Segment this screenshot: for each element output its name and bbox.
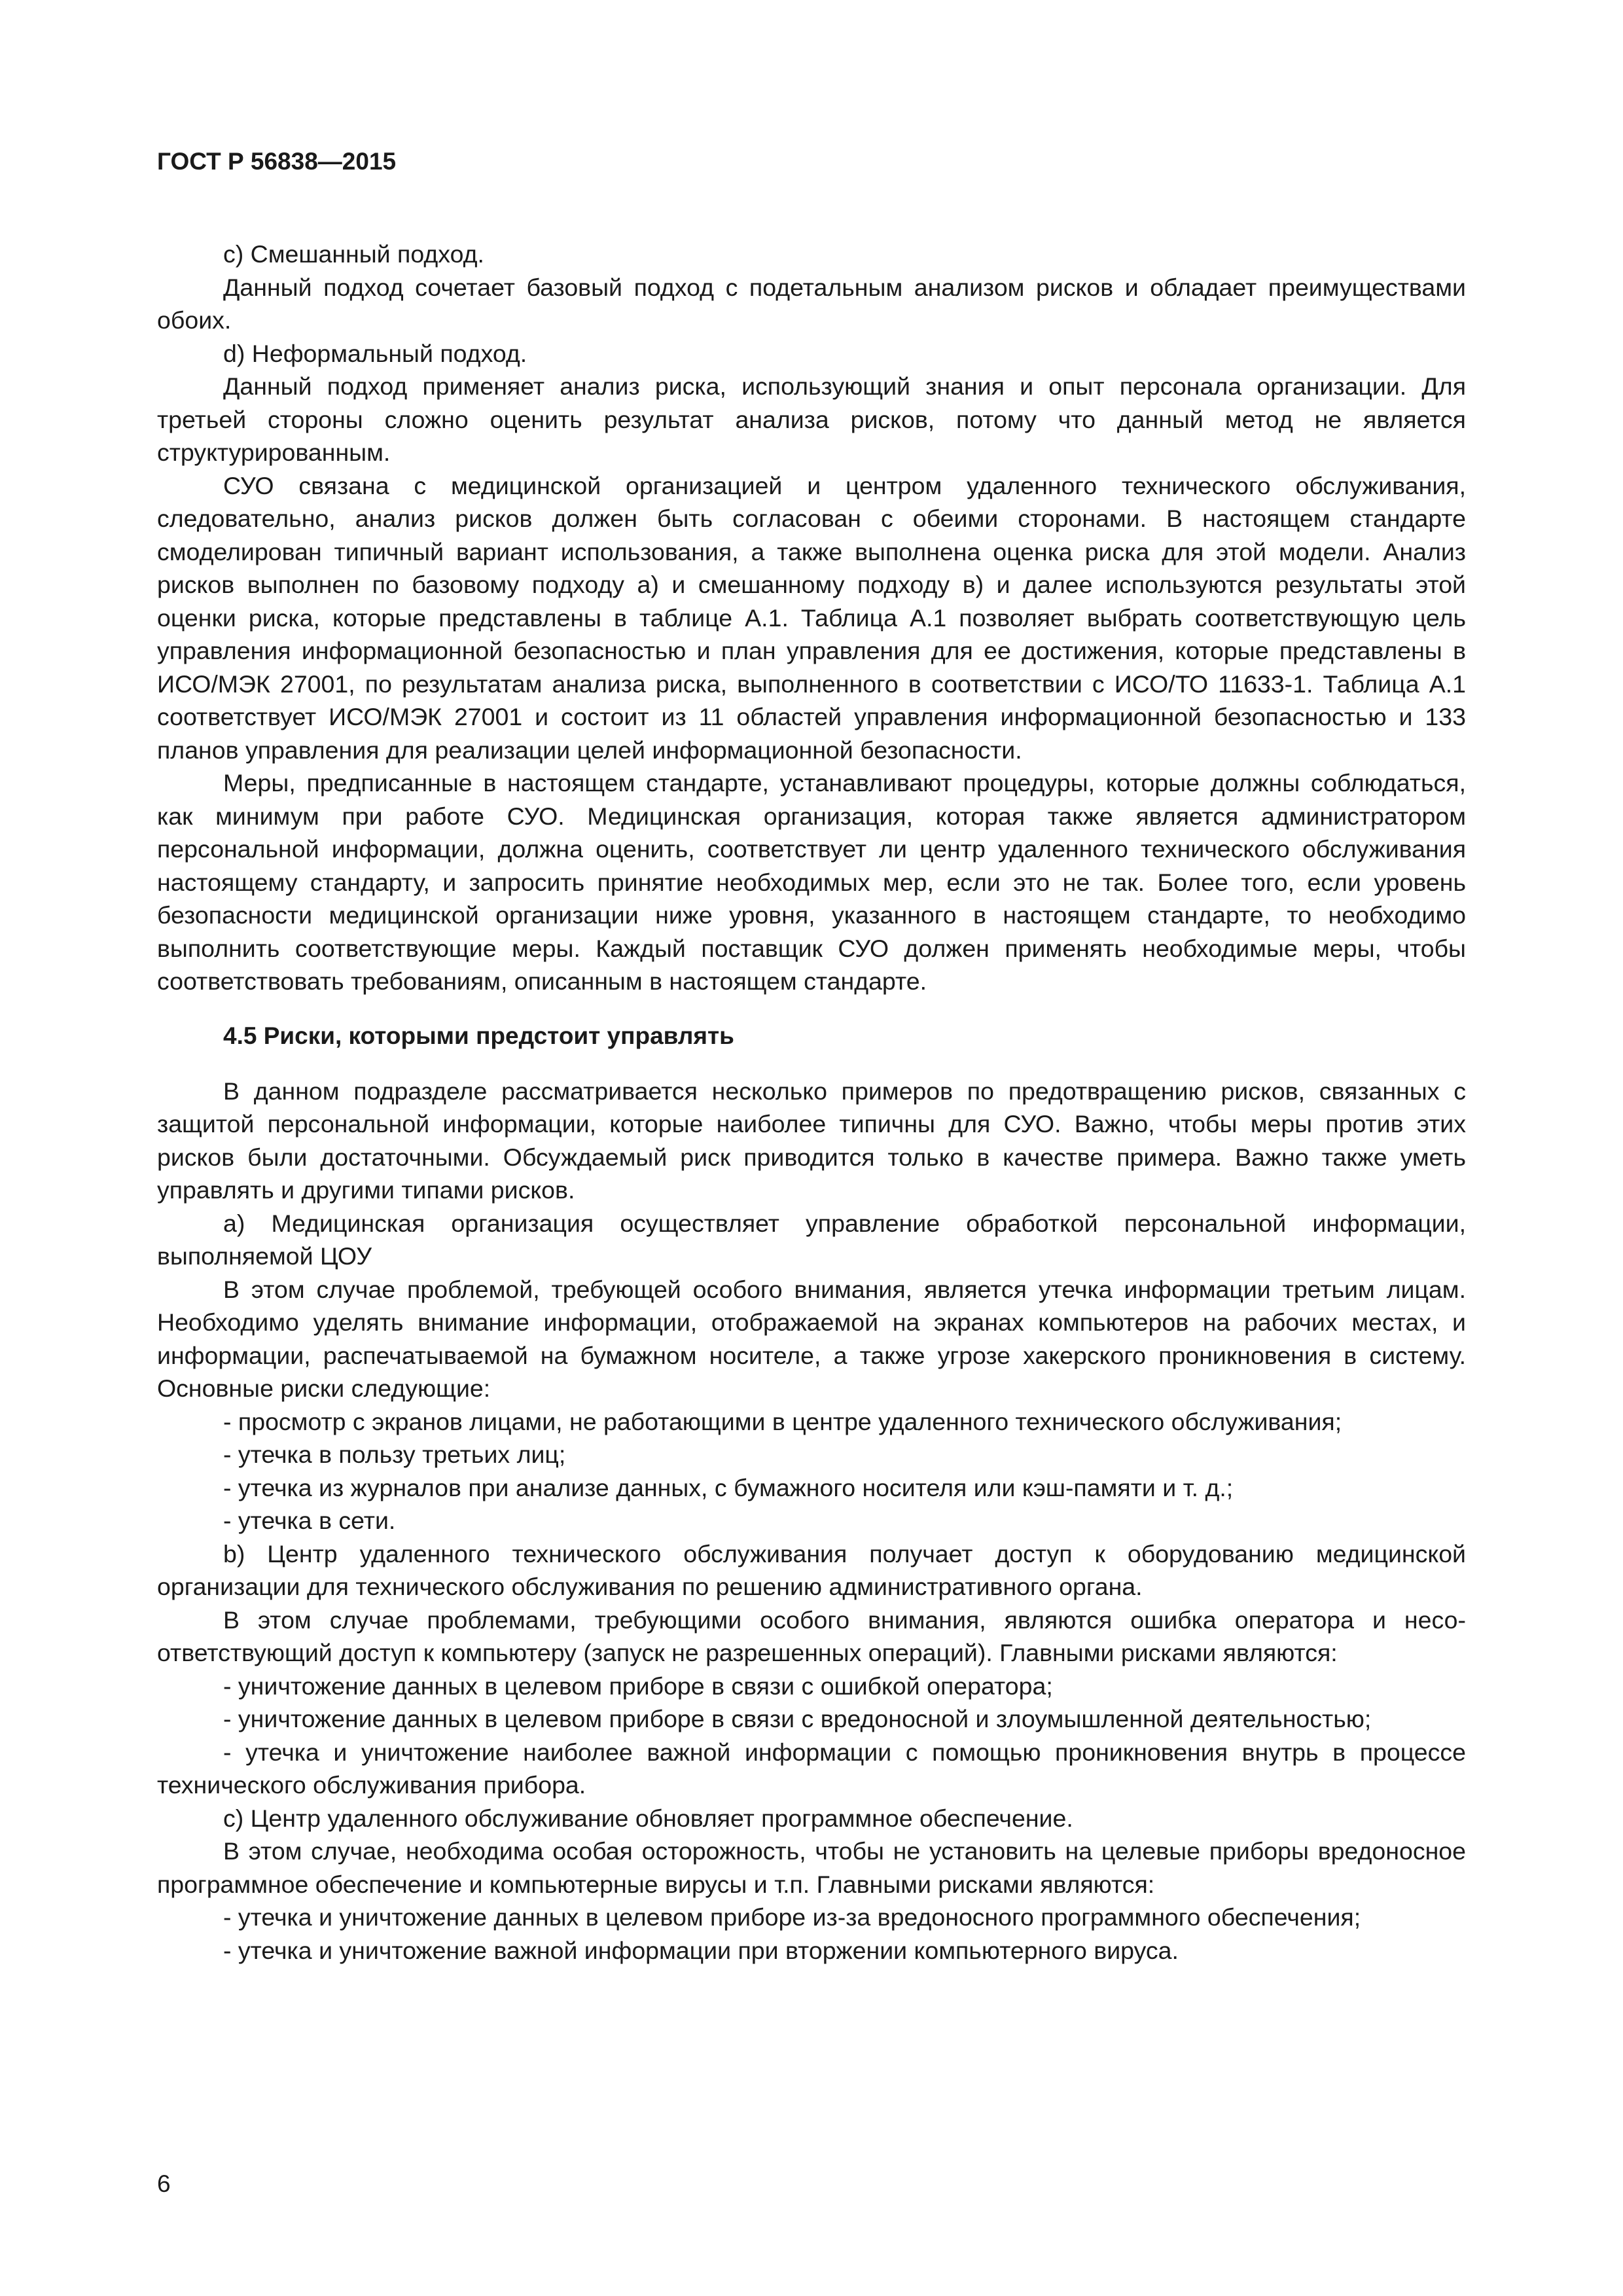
paragraph: В этом случае проблемой, требующей особого внимания, является утечка информации третьим лицам. Необходимо уделять внимание информации, отображаемой на экранах компьютеров на рабочих местах, и информации, распечатываемой на бумажном носителе, а также угрозе хакерского проникновения в систему. Основные риски следующие: — [157, 1275, 1466, 1402]
paragraph: Данный подход применяет анализ риска, использующий знания и опыт персонала организации. Для третьей стороны сложно оценить результат анализа рисков, потому что данный метод не является структурированным. — [157, 372, 1466, 466]
top-paragraphs — [157, 238, 1466, 998]
list-item: - утечка и уничтожение данных в целевом приборе из-за вредоносного программного обеспечения; — [223, 1903, 1361, 1931]
paragraph: В данном подразделе рассматривается несколько примеров по предотвращению рисков, связанных с защитой персональной информации, которые наиболее типичны для СУО. Важно, чтобы меры против этих рисков были достаточными. Обсуждаемый риск приводится только в качестве примера. Важно также уметь управлять и другими типами рисков. — [157, 1077, 1466, 1204]
list-item: - утечка и уничтожение наиболее важной информации с помощью проникновения внутрь в процессе технического обслуживания прибора. — [157, 1738, 1466, 1799]
list-item: - утечка и уничтожение важной информации при вторжении компьютерного вируса. — [223, 1936, 1179, 1964]
paragraph: В этом случае проблемами, требующими особого внимания, являются ошибка оператора и несоответствующий доступ к компьютеру (запуск не разрешенных операций). Главными рисками являются: — [157, 1605, 1466, 1666]
list-item: - уничтожение данных в целевом приборе в связи с ошибкой оператора; — [223, 1672, 1053, 1700]
paragraph: СУО связана с медицинской организацией и центром удаленного технического обслуживания, следовательно, анализ рисков должен быть согласован с обеими сторонами. В настоящем стандарте смоделирован типичный вариант использования, а также выполнена оценка риска для этой модели. Анализ рисков выполнен по базовому подходу а) и смешанному подходу в) и далее используются результаты этой оценки риска, которые представлены в таблице А.1. Таблица А.1 позволяет выбрать соответствующую цель управления информационной безопасностью и план управления для ее достижения, которые представлены в ИСО/МЭК 27001, по результатам анализа риска, выполненного в соответствии с ИСО/ТО 11633-1. Таблица А.1 соответствует ИСО/МЭК 27001 и состоит из 11 областей управления информационной безопасностью и 133 планов управления для реализации целей информационной безопасности. — [157, 471, 1466, 764]
paragraph: d) Неформальный подход. — [223, 339, 527, 367]
section-heading: 4.5 Риски, которыми предстоит управлять — [223, 1022, 734, 1049]
paragraph: с) Смешанный подход. — [223, 240, 484, 268]
standard-header: ГОСТ Р 56838—2015 — [157, 148, 397, 175]
document-body — [157, 238, 1466, 1967]
list-item: - просмотр с экранов лицами, не работающими в центре удаленного технического обслуживания; — [223, 1407, 1342, 1435]
paragraph: а) Медицинская организация осуществляет управление обработкой персональной информации, выполняемой ЦОУ — [157, 1209, 1466, 1270]
paragraph: b) Центр удаленного технического обслуживания получает доступ к оборудованию медицинской организации для технического обслуживания по решению административного органа. — [157, 1539, 1466, 1600]
paragraph: В этом случае, необходима особая осторожность, чтобы не установить на целевые приборы вредоносное программное обеспечение и компьютерные вирусы и т.п. Главными рисками являются: — [157, 1837, 1466, 1898]
paragraph: с) Центр удаленного обслуживание обновляет программное обеспечение. — [223, 1804, 1073, 1832]
list-item: - утечка из журналов при анализе данных, с бумажного носителя или кэш-памяти и т. д.; — [223, 1473, 1234, 1501]
paragraph: Данный подход сочетает базовый подход с подетальным анализом рисков и обладает преимуществами обоих. — [157, 273, 1466, 334]
paragraph: Меры, предписанные в настоящем стандарте, устанавливают процедуры, которые должны соблюдаться, как минимум при работе СУО. Медицинская организация, которая также является администратором персональной информации, должна оценить, соответствует ли центр удаленного технического обслуживания настоящему стандарту, и запросить принятие необходимых мер, если это не так. Более того, если уровень безопасности медицинской организации ниже уровня, указанного в настоящем стандарте, то необходимо выполнить соответствующие меры. Каждый поставщик СУО должен применять необходимые меры, чтобы соответствовать требованиям, описанным в настоящем стандарте. — [157, 769, 1466, 995]
document-page — [157, 149, 1466, 1967]
page-number: 6 — [157, 2170, 171, 2197]
list-item: - утечка в пользу третьих лиц; — [223, 1441, 566, 1468]
list-item: - уничтожение данных в целевом приборе в связи с вредоносной и злоумышленной деятельностью; — [223, 1705, 1372, 1732]
list-item: - утечка в сети. — [223, 1507, 396, 1534]
bottom-paragraphs — [157, 1075, 1466, 1967]
